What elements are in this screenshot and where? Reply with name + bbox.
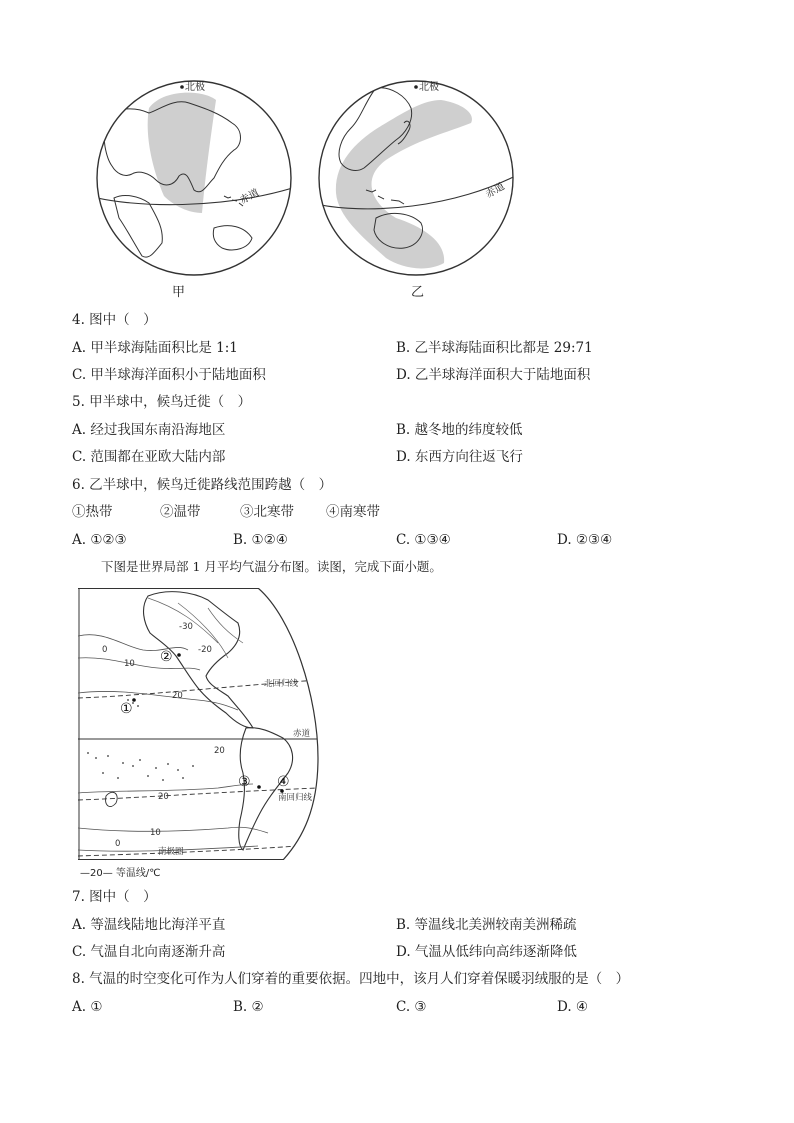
tropic-south-label: 南回归线 [278,793,313,803]
pole-label: 北极 [185,82,205,93]
location-point-2 [160,649,181,665]
question-5-option-d[interactable]: D. 东西方向往返飞行 [396,449,523,465]
isotherm-label: 0 [102,645,108,655]
question-5-option-a[interactable]: A. 经过我国东南沿海地区 [72,422,226,438]
question-8-option-d[interactable]: D. ④ [557,999,589,1015]
isotherm-label: 20 [158,792,169,802]
globe-edge [258,588,318,860]
question-8-option-a[interactable]: A. ① [72,999,103,1015]
equator-label: 赤道 [484,181,507,201]
question-8-option-b[interactable]: B. ② [233,999,264,1015]
migration-area-jia [148,93,216,213]
location-point-3 [238,774,261,790]
question-6-option-c[interactable]: C. ①③④ [396,532,451,548]
isotherm-label: 0 [115,839,121,849]
globe-jia-map [94,78,294,278]
question-6-item-4: ④南寒带 [326,504,380,520]
location-point-1 [120,698,136,717]
isotherm-label: -30 [179,622,193,632]
svg-text:②: ② [160,649,173,665]
equator-label: 赤道 [238,187,262,207]
globe-yi-caption: 乙 [411,285,425,300]
map-intro-text: 下图是世界局部 1 月平均气温分布图。读图，完成下面小题。 [101,559,442,574]
question-6-item-2: ②温带 [160,504,201,520]
question-6-item-1: ①热带 [72,504,113,520]
question-8-option-c[interactable]: C. ③ [396,999,427,1015]
question-6-option-b[interactable]: B. ①②④ [233,532,288,548]
question-4-stem: 4. 图中（ ） [72,312,157,328]
svg-text:①: ① [120,701,133,717]
globe-yi-map [316,78,516,278]
question-4-option-c[interactable]: C. 甲半球海洋面积小于陆地面积 [72,367,266,383]
question-7-option-c[interactable]: C. 气温自北向南逐渐升高 [72,944,226,960]
isotherm-label: -20 [198,645,212,655]
question-5-option-c[interactable]: C. 范围都在亚欧大陆内部 [72,449,226,465]
isotherm-label: 10 [150,828,161,838]
question-4-option-b[interactable]: B. 乙半球海陆面积比都是 29:71 [396,340,593,356]
question-7-option-d[interactable]: D. 气温从低纬向高纬逐渐降低 [396,944,577,960]
antarctic-circle-label: 南极圈 [158,847,184,857]
question-6-item-3: ③北寒带 [240,504,294,520]
isotherm-label: 20 [172,691,183,701]
question-7-stem: 7. 图中（ ） [72,889,157,905]
svg-text:③: ③ [238,774,251,790]
question-6-stem: 6. 乙半球中，候鸟迁徙路线范围跨越（ ） [72,477,333,493]
question-4-option-d[interactable]: D. 乙半球海洋面积大于陆地面积 [396,367,591,383]
tropic-north-label: 北回归线 [264,679,299,689]
globe-jia-caption: 甲 [172,285,186,300]
question-7-option-a[interactable]: A. 等温线陆地比海洋平直 [72,917,226,933]
temperature-map [78,588,328,860]
isotherm-20 [78,691,238,710]
question-5-option-b[interactable]: B. 越冬地的纬度较低 [396,422,523,438]
location-point-4 [277,774,290,793]
question-5-stem: 5. 甲半球中，候鸟迁徙（ ） [72,394,252,410]
pole-label: 北极 [419,82,439,93]
isotherm-label: 10 [124,659,135,669]
map-legend: —20— 等温线/℃ [80,868,161,879]
question-4-option-a[interactable]: A. 甲半球海陆面积比是 1:1 [72,340,238,356]
equator-label: 赤道 [293,729,311,739]
question-6-option-a[interactable]: A. ①②③ [72,532,127,548]
question-7-option-b[interactable]: B. 等温线北美洲较南美洲稀疏 [396,917,577,933]
svg-text:④: ④ [277,774,290,790]
question-6-option-d[interactable]: D. ②③④ [557,532,613,548]
question-8-stem: 8. 气温的时空变化可作为人们穿着的重要依据。四地中，该月人们穿着保暖羽绒服的是（ ） [72,971,630,987]
australia-outline [213,226,252,250]
migration-area-yi [336,100,472,268]
isotherm-label: 20 [214,746,225,756]
